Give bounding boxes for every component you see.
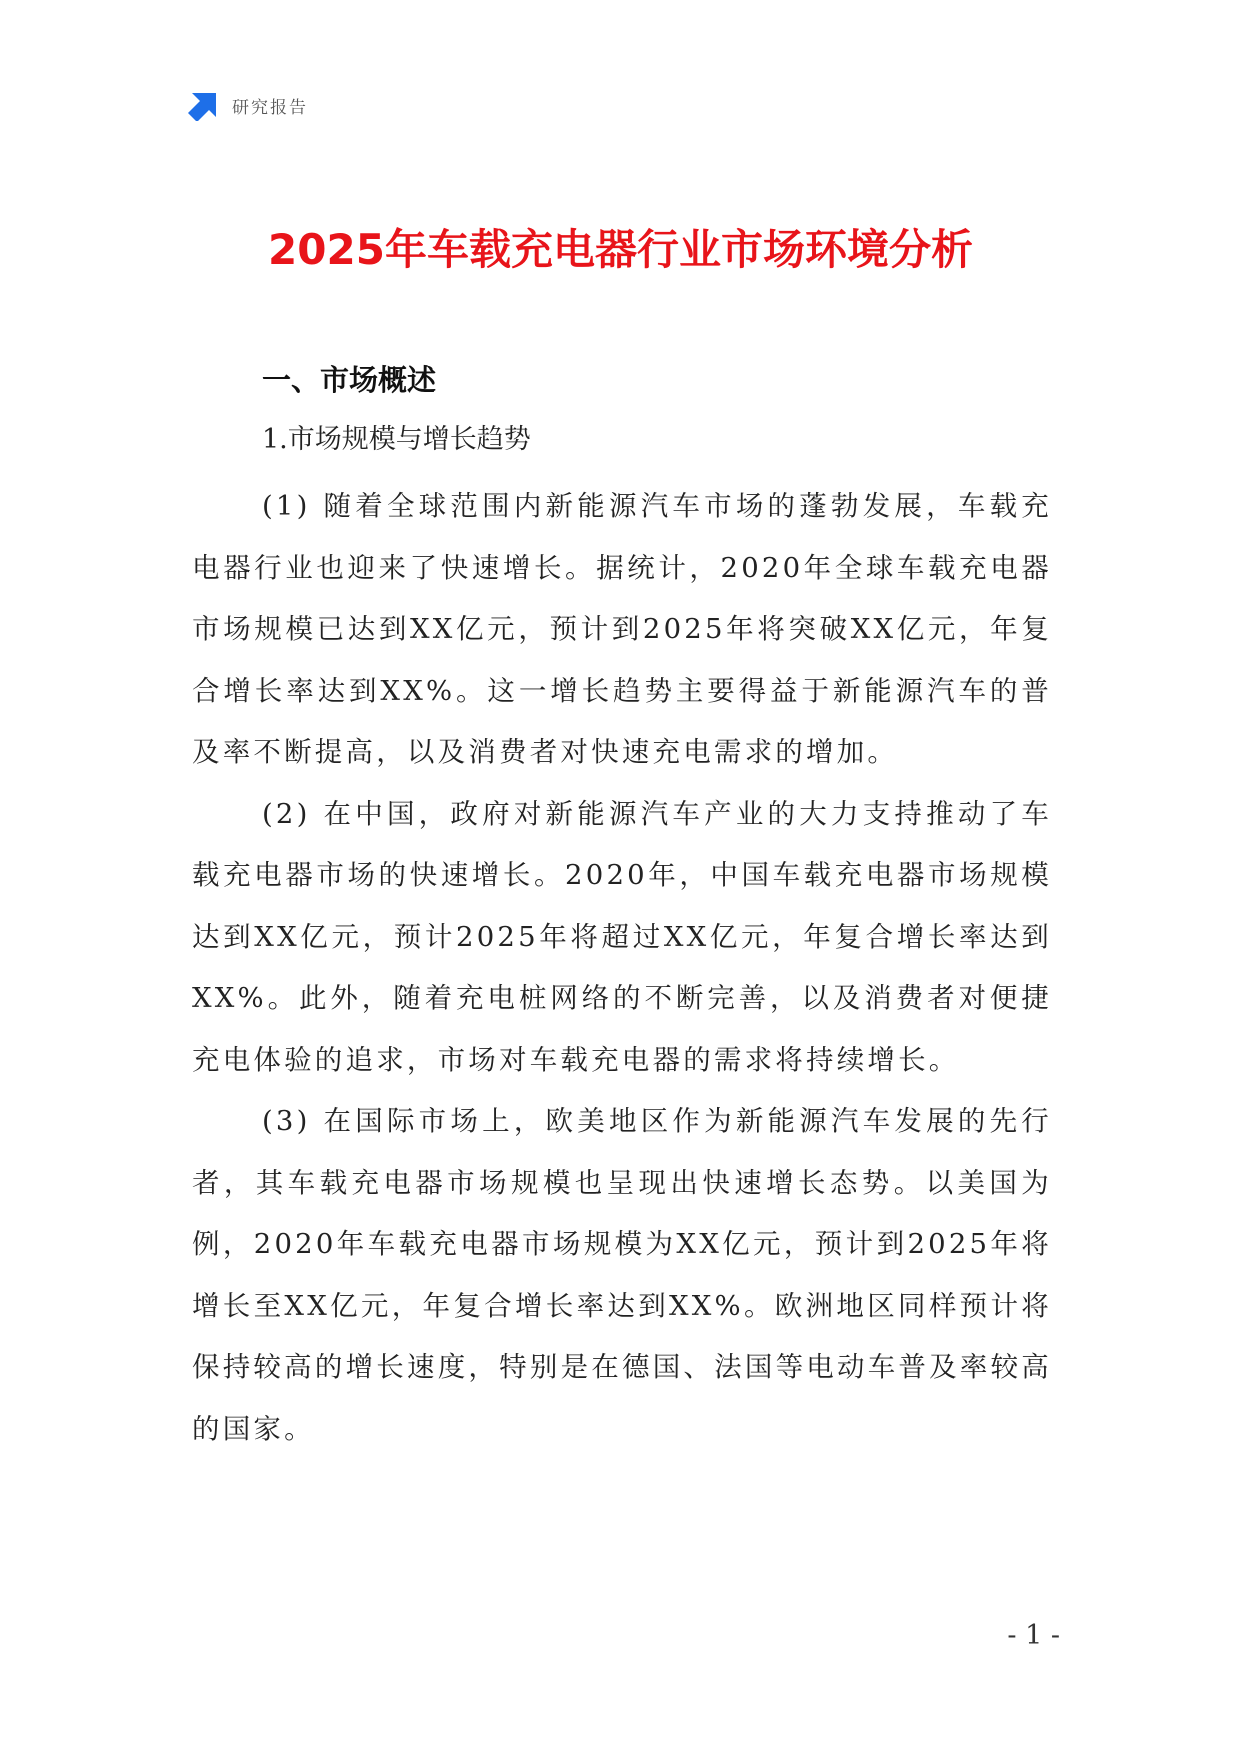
document-title: 2025年车载充电器行业市场环境分析: [268, 225, 973, 274]
report-header: [188, 88, 308, 122]
section-heading: 一、市场概述: [262, 363, 437, 397]
paragraph-1: (1) 随着全球范围内新能源汽车市场的蓬勃发展，车载充电器行业也迎来了快速增长。据统计，2020年全球车载充电器市场规模已达到XX亿元，预计到2025年将突破XX亿元，年复合增长率达到XX%。这一增长趋势主要得益于新能源汽车的普及率不断提高，以及消费者对快速充电需求的增加。: [192, 490, 1052, 768]
document-body: [192, 358, 1052, 1460]
header-label: 研究报告: [232, 97, 308, 118]
paragraph-2: (2) 在中国，政府对新能源汽车产业的大力支持推动了车载充电器市场的快速增长。2020年，中国车载充电器市场规模达到XX亿元，预计2025年将超过XX亿元，年复合增长率达到XX%。此外，随着充电桩网络的不断完善，以及消费者对便捷充电体验的追求，市场对车载充电器的需求将持续增长。: [192, 797, 1052, 1076]
subsection-heading: 1.市场规模与增长趋势: [262, 424, 531, 455]
arrow-up-right-icon: [188, 89, 220, 121]
paragraph-3: (3) 在国际市场上，欧美地区作为新能源汽车发展的先行者，其车载充电器市场规模也呈现出快速增长态势。以美国为例，2020年车载充电器市场规模为XX亿元，预计到2025年将增长至XX亿元，年复合增长率达到XX%。欧洲地区同样预计将保持较高的增长速度，特别是在德国、法国等电动车普及率较高的国家。: [192, 1105, 1052, 1445]
page-number: - 1 -: [1007, 1620, 1060, 1651]
